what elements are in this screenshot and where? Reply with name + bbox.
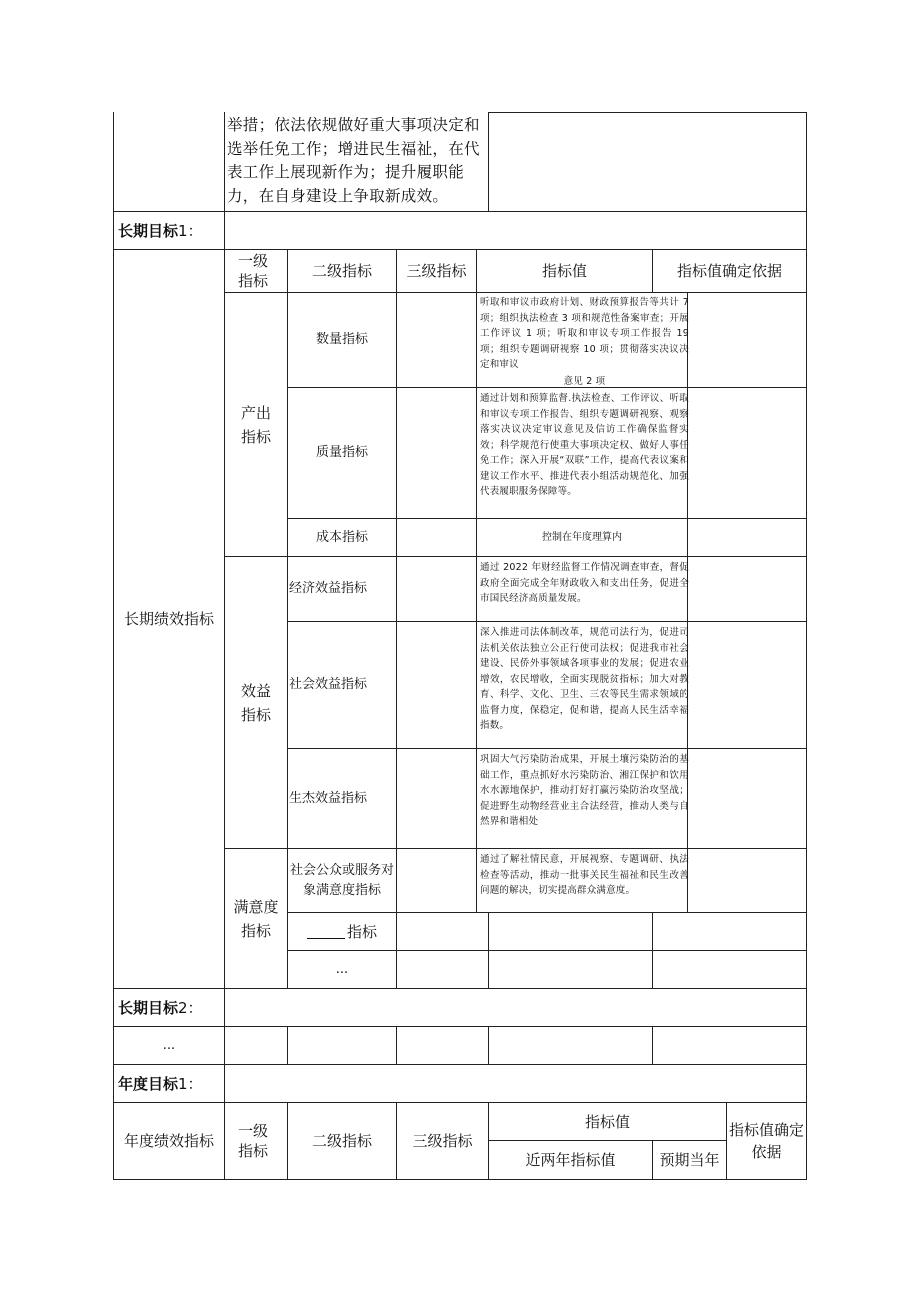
quantity-indicator: 数量指标 bbox=[315, 332, 368, 347]
benefit-indicator-label: 效益指标 bbox=[240, 681, 271, 724]
annual-header-recent: 近两年指标值 bbox=[525, 1151, 616, 1169]
quality-indicator: 质量指标 bbox=[315, 445, 368, 460]
annual-header-level1: 一级指标 bbox=[238, 1122, 269, 1160]
header-level2: 二级指标 bbox=[311, 262, 372, 280]
annual-header-expected: 预期当年 bbox=[659, 1151, 720, 1169]
annual-header-basis: 指标值确定依据 bbox=[729, 1121, 805, 1161]
long-perf-label: 长期绩效指标 bbox=[123, 610, 214, 628]
economic-benefit-indicator: 经济效益指标 bbox=[289, 581, 368, 596]
annual-goal-1-label: 年度目标 1： bbox=[118, 1074, 203, 1093]
quality-indicator-value: 通过计划和预算监督.执法检查、工作评议、听取和审议专项工作报告、组织专题调研视察、观察落实决议决定审议意见及信访工作确保监督实效；科学规范行使重大事项决定权、做好人事任免工作；深入开展“双联”工作，提高代表议案和建议工作水平、推进代表小组活动规范化、加强代表履职服务保障等。 bbox=[480, 393, 689, 497]
cost-indicator-value: 控制在年度理算内 bbox=[542, 531, 622, 543]
header-value: 指标值 bbox=[541, 262, 587, 280]
top-measures-text: 举措；依法依规做好重大事项决定和选举任免工作；增进民生福祉，在代表工作上展现新作为；提升履职能力，在自身建设上争取新成效。 bbox=[227, 116, 480, 205]
ecological-benefit-indicator: 生杰效益指标 bbox=[289, 790, 368, 806]
header-level1: 一级指标 bbox=[238, 252, 269, 290]
blank-indicator: 指标 bbox=[288, 913, 396, 950]
economic-benefit-value: 通过 2022 年财经监督工作情况调查审查，督促政府全面完成全年财政收入和支出任务，促进全市国民经济高质量发展。 bbox=[480, 562, 689, 604]
ecological-benefit-value: 巩固大气污染防治成果，开展土壤污染防治的基础工作，重点抓好水污染防治、湘江保护和饮用水水源地保护，推动打好打赢污染防治攻坚战；促进野生动物经营业主合法经营，推动人类与自然界和谐相处 bbox=[480, 754, 689, 827]
annual-header-level3: 三级指标 bbox=[412, 1132, 473, 1150]
satisfaction-ellipsis: ... bbox=[335, 961, 349, 977]
public-satisfaction-indicator: 社会公众或服务对象满意度指标 bbox=[290, 862, 395, 898]
annual-header-value: 指标值 bbox=[584, 1112, 630, 1131]
ellipsis-row: ... bbox=[162, 1037, 176, 1053]
output-indicator-label: 产出指标 bbox=[240, 403, 271, 446]
social-benefit-value: 深入推进司法体制改革，规范司法行为，促进司法机关依法独立公正行使司法权；促进我市社会建设、民侨外事领域各项事业的发展；促进农业增效，农民增收，全面实现脱贫指标；加大对教育、科学、文化、卫生、三农等民生需求领域的监督力度，保稳定，促和谐，提高人民生活幸福指数。 bbox=[480, 627, 689, 731]
header-level3: 三级指标 bbox=[406, 262, 467, 280]
cost-indicator: 成本指标 bbox=[315, 529, 368, 545]
quantity-indicator-value: 听取和审议市政府计划、财政预算报告等共计 7 项；组织执法检查 3 项和规范性备案审查；开展工作评议 1 项；听取和审议专项工作报告 19 项；组织专题调研视察 10 项；贯彻落实决议决定和审议 意见 2 项 bbox=[480, 297, 689, 387]
social-benefit-indicator: 社会效益指标 bbox=[289, 677, 368, 692]
annual-perf-label: 年度绩效指标 bbox=[123, 1132, 214, 1150]
long-goal-2-label: 长期目标 2： bbox=[118, 998, 203, 1017]
header-basis: 指标值确定依据 bbox=[676, 262, 782, 280]
satisfaction-indicator-label: 满意度指标 bbox=[233, 897, 279, 940]
annual-header-level2: 二级指标 bbox=[311, 1132, 372, 1150]
long-goal-1-label: 长期目标 1： bbox=[118, 221, 203, 240]
public-satisfaction-value: 通过了解社情民意，开展视察、专题调研、执法检查等活动，推动一批事关民生福祉和民生改善问题的解决，切实提高群众满意度。 bbox=[480, 854, 689, 896]
